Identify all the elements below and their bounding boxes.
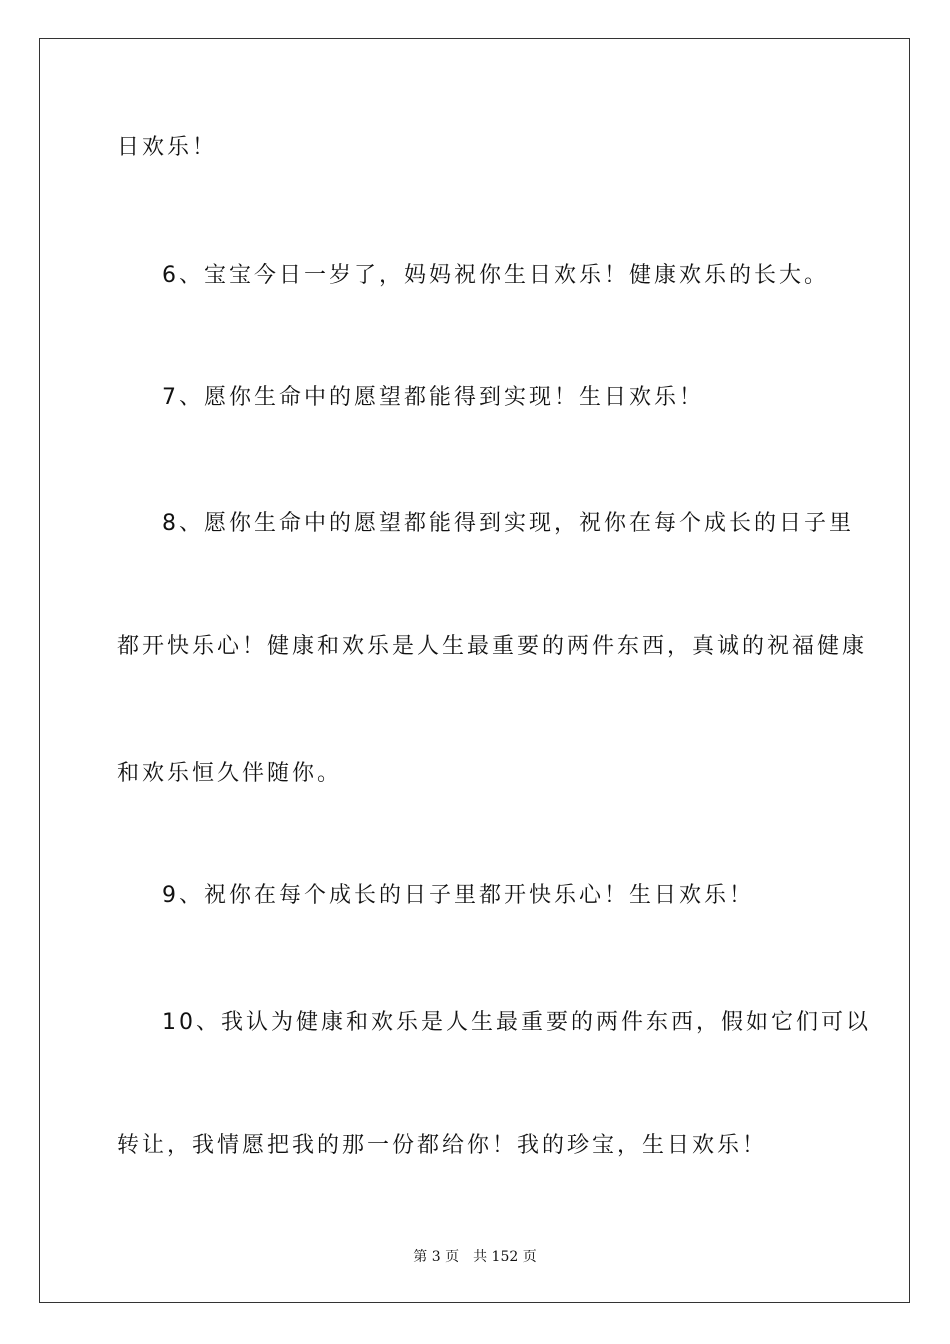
page-number: 第 3 页 [413, 1249, 460, 1265]
text-line: 日欢乐！ [117, 135, 218, 160]
text-line: 和欢乐恒久伴随你。 [117, 761, 343, 786]
text-line: 9、祝你在每个成长的日子里都开快乐心！生日欢乐！ [162, 883, 754, 908]
text-line: 6、宝宝今日一岁了，妈妈祝你生日欢乐！健康欢乐的长大。 [162, 263, 829, 288]
page-footer [0, 1246, 950, 1266]
text-line: 转让，我情愿把我的那一份都给你！我的珍宝，生日欢乐！ [117, 1133, 768, 1158]
text-line: 都开快乐心！健康和欢乐是人生最重要的两件东西，真诚的祝福健康 [117, 634, 868, 659]
page-total: 共 152 页 [473, 1249, 537, 1265]
text-line: 8、愿你生命中的愿望都能得到实现，祝你在每个成长的日子里 [162, 511, 854, 536]
page-frame [39, 38, 910, 1303]
text-line: 7、愿你生命中的愿望都能得到实现！生日欢乐！ [162, 385, 704, 410]
text-line: 10、我认为健康和欢乐是人生最重要的两件东西，假如它们可以 [162, 1010, 871, 1035]
